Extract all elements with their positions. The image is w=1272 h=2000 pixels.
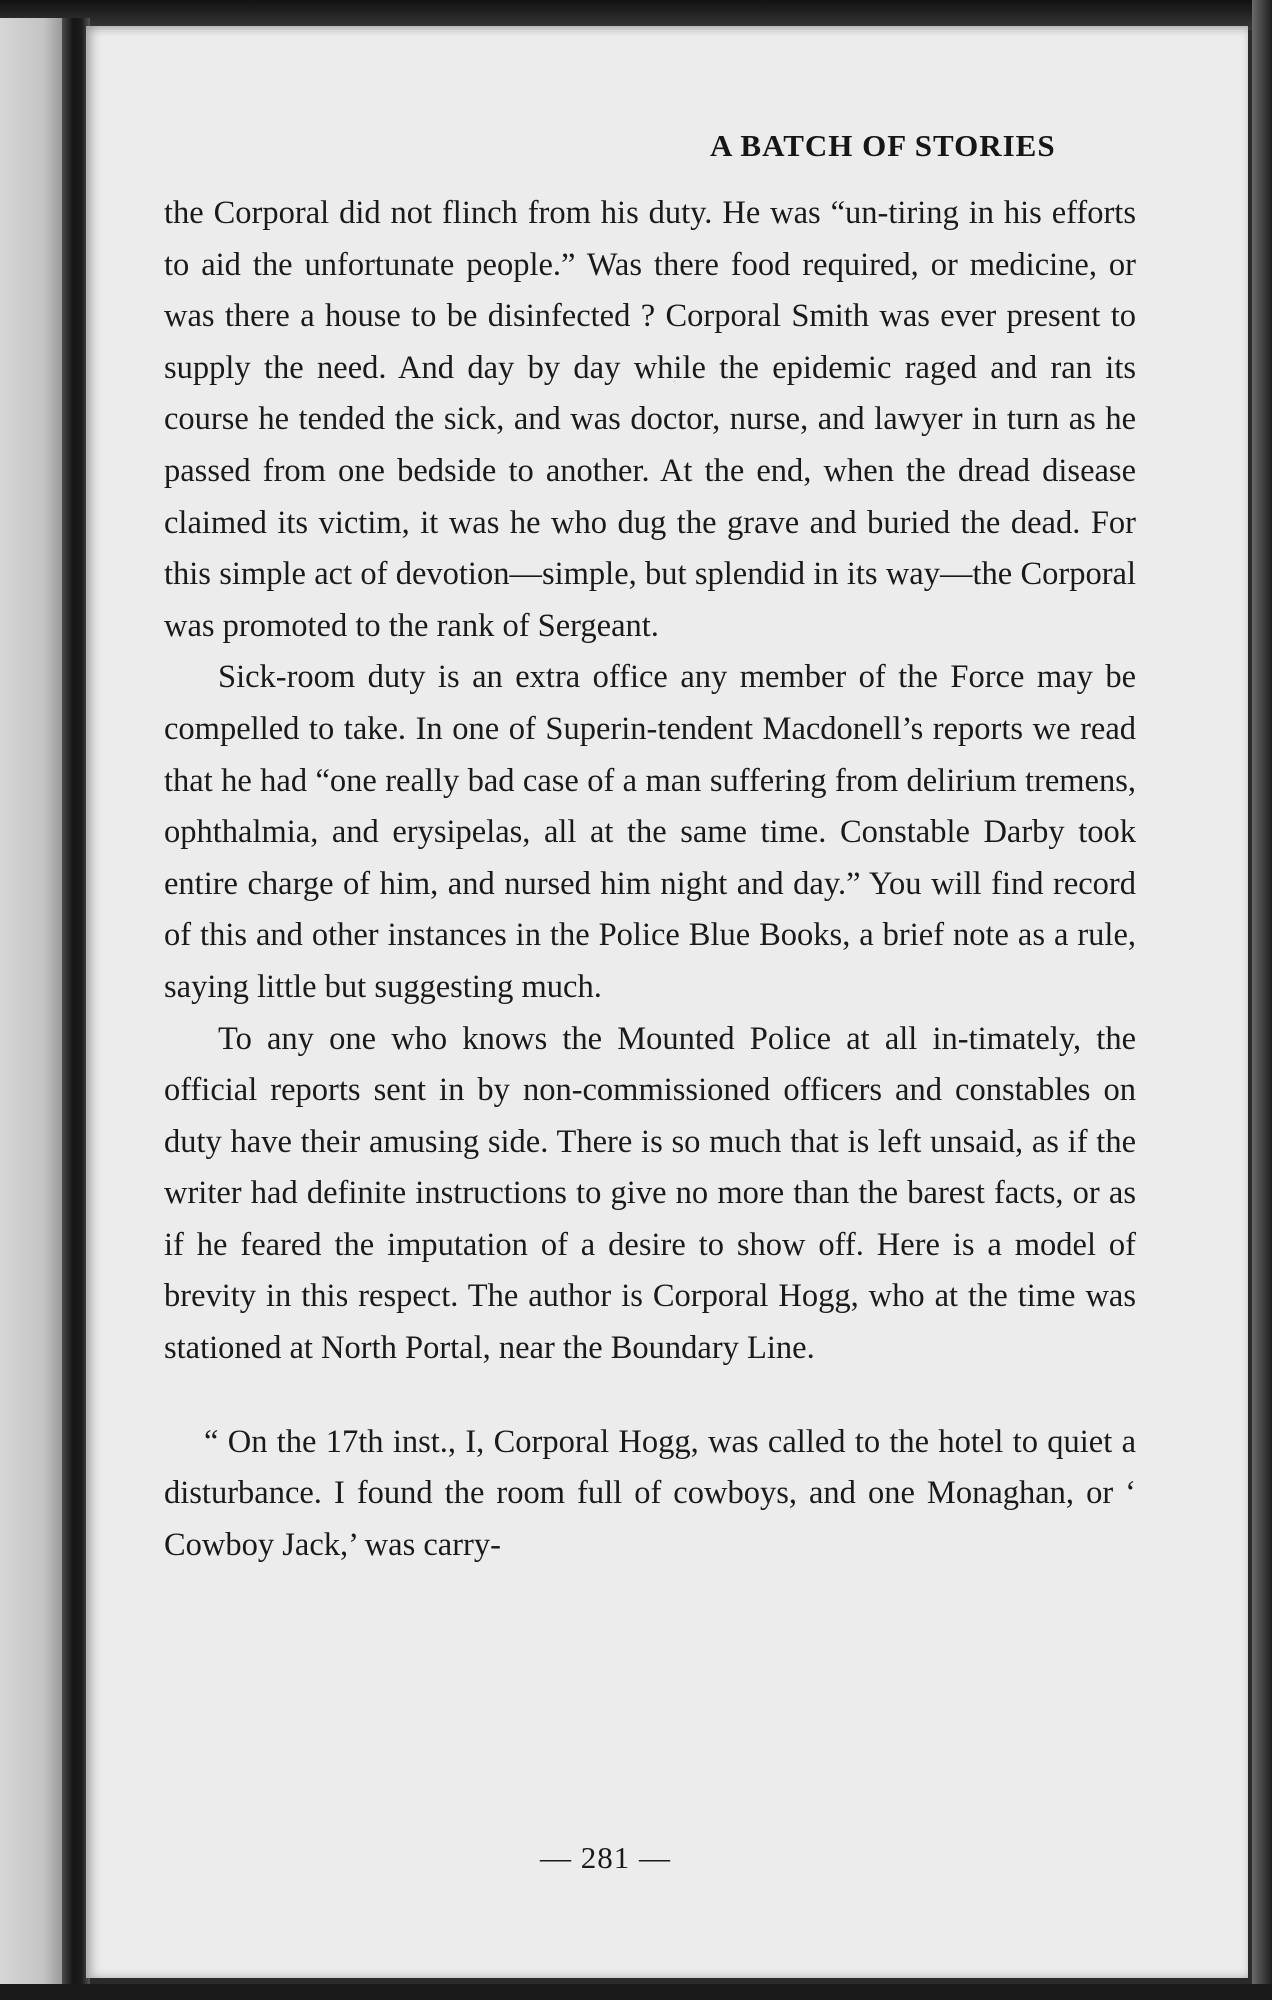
page-number: — 281 — [540, 1840, 671, 1875]
scan-border-right [1252, 0, 1272, 2000]
scan-border-bottom [0, 1984, 1272, 2000]
facing-page-edge [0, 18, 62, 1988]
paragraph-hogg-report-quote: “ On the 17th inst., I, Corporal Hogg, was called to the hotel to quiet a disturbance. I found the room full of cowboys, and one Monaghan, or ‘ Cowboy Jack,’ was carry- [164, 1423, 1136, 1563]
page-body-text [164, 188, 1136, 1571]
paragraph-continuation: the Corporal did not flinch from his duty. He was “un-tiring in his efforts to aid the unfortunate people.” Was there food required, or medicine, or was there a house to be disinfected ? Corporal Smith was ever present to supply the need. And day by day while the epidemic raged and ran its course he tended the sick, and was doctor, nurse, and lawyer in turn as he passed from one bedside to another. At the end, when the dread disease claimed its victim, it was he who dug the grave and buried the dead. For this simple act of devotion—simple, but splendid in its way—the Corporal was promoted to the rank of Sergeant. [164, 195, 1136, 644]
paragraph-sick-room-duty: Sick-room duty is an extra office any member of the Force may be compelled to take. In one of Superin-tendent Macdonell’s reports we read that he had “one really bad case of a man suffering from delirium tremens, ophthalmia, and erysipelas, all at the same time. Constable Darby took entire charge of him, and nursed him night and day.” You will find record of this and other instances in the Police Blue Books, a brief note as a rule, saying little but suggesting much. [164, 659, 1136, 1005]
running-head: A BATCH OF STORIES [710, 128, 1056, 163]
paragraph-official-reports: To any one who knows the Mounted Police at all in-timately, the official reports sent in by non-commissioned officers and constables on duty have their amusing side. There is so much that is left unsaid, as if the writer had definite instructions to give no more than the barest facts, or as if he feared the imputation of a desire to show off. Here is a model of brevity in this respect. The author is Corporal Hogg, who at the time was stationed at North Portal, near the Boundary Line. [164, 1020, 1136, 1367]
